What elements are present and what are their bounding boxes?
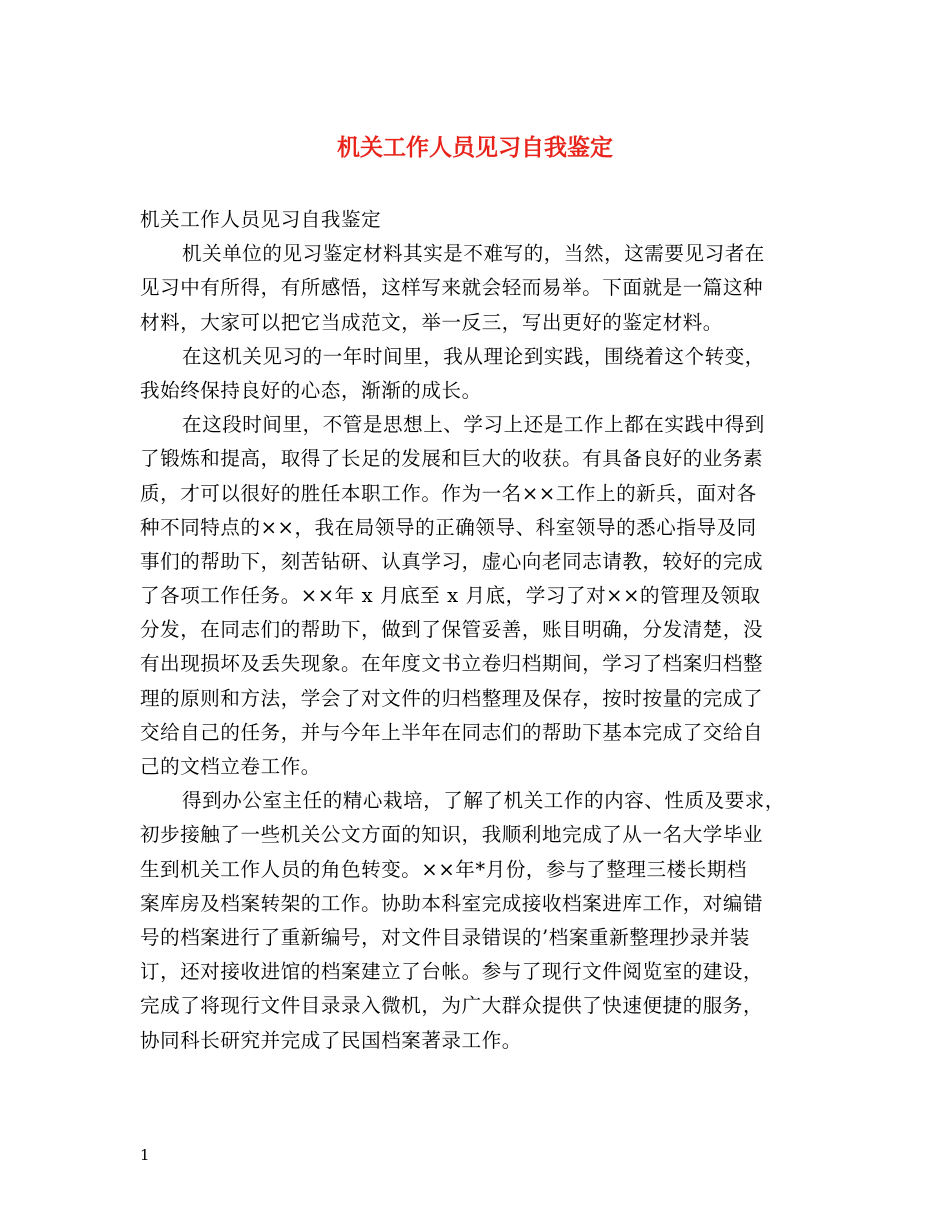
paragraph-line: 初步接触了一些机关公文方面的知识，我顺利地完成了从一名大学毕业 <box>140 823 764 847</box>
paragraph-line: 交给自己的任务，并与今年上半年在同志们的帮助下基本完成了交给自 <box>140 720 764 744</box>
paragraph-line: 得到办公室主任的精心栽培，了解了机关工作的内容、性质及要求， <box>182 789 786 813</box>
paragraph-line: 案库房及档案转架的工作。协助本科室完成接收档案进库工作，对编错 <box>140 891 764 915</box>
paragraph-line: 我始终保持良好的心态，渐渐的成长。 <box>140 378 482 402</box>
page-title: 机关工作人员见习自我鉴定 <box>337 134 613 161</box>
paragraph-line: 完成了将现行文件目录录入微机，为广大群众提供了快速便捷的服务， <box>140 994 764 1018</box>
paragraph-line: 事们的帮助下，刻苦钻研、认真学习，虚心向老同志请教，较好的完成 <box>140 549 764 573</box>
paragraph-line: 在这机关见习的一年时间里，我从理论到实践，围绕着这个转变， <box>182 344 765 368</box>
paragraph-line: 了各项工作任务。××年 x 月底至 x 月底，学习了对××的管理及领取 <box>140 584 761 608</box>
page-number: 1 <box>140 1146 150 1164</box>
paragraph-line: 见习中有所得，有所感悟，这样写来就会轻而易举。下面就是一篇这种 <box>140 276 764 300</box>
paragraph-line: 分发，在同志们的帮助下，做到了保管妥善，账目明确，分发清楚，没 <box>140 618 764 642</box>
paragraph-line: 质，才可以很好的胜任本职工作。作为一名××工作上的新兵，面对各 <box>140 481 757 505</box>
document-body <box>140 203 820 1058</box>
paragraph-line: 在这段时间里，不管是思想上、学习上还是工作上都在实践中得到 <box>182 413 765 437</box>
paragraph-line: 机关单位的见习鉴定材料其实是不难写的，当然，这需要见习者在 <box>182 242 765 266</box>
paragraph-line: 有出现损坏及丢失现象。在年度文书立卷归档期间，学习了档案归档整 <box>140 652 764 676</box>
paragraph-line: 理的原则和方法，学会了对文件的归档整理及保存，按时按量的完成了 <box>140 686 764 710</box>
paragraph-line: 生到机关工作人员的角色转变。××年*月份，参与了整理三楼长期档 <box>140 857 748 881</box>
paragraph-line: 了锻炼和提高，取得了长足的发展和巨大的收获。有具备良好的业务素 <box>140 447 764 471</box>
paragraph-line: 材料，大家可以把它当成范文，举一反三，写出更好的鉴定材料。 <box>140 310 723 334</box>
paragraph-line: 协同科长研究并完成了民国档案著录工作。 <box>140 1028 522 1052</box>
paragraph-line: 己的文档立卷工作。 <box>140 755 321 778</box>
paragraph-line: 订，还对接收进馆的档案建立了台帐。参与了现行文件阅览室的建设， <box>140 960 764 984</box>
paragraph-line: 种不同特点的××，我在局领导的正确领导、科室领导的悉心指导及同 <box>140 515 757 539</box>
doc-subtitle-line: 机关工作人员见习自我鉴定 <box>140 208 382 231</box>
paragraph-line: 号的档案进行了重新编号，对文件目录错误的’档案重新整理抄录并装 <box>140 925 750 949</box>
